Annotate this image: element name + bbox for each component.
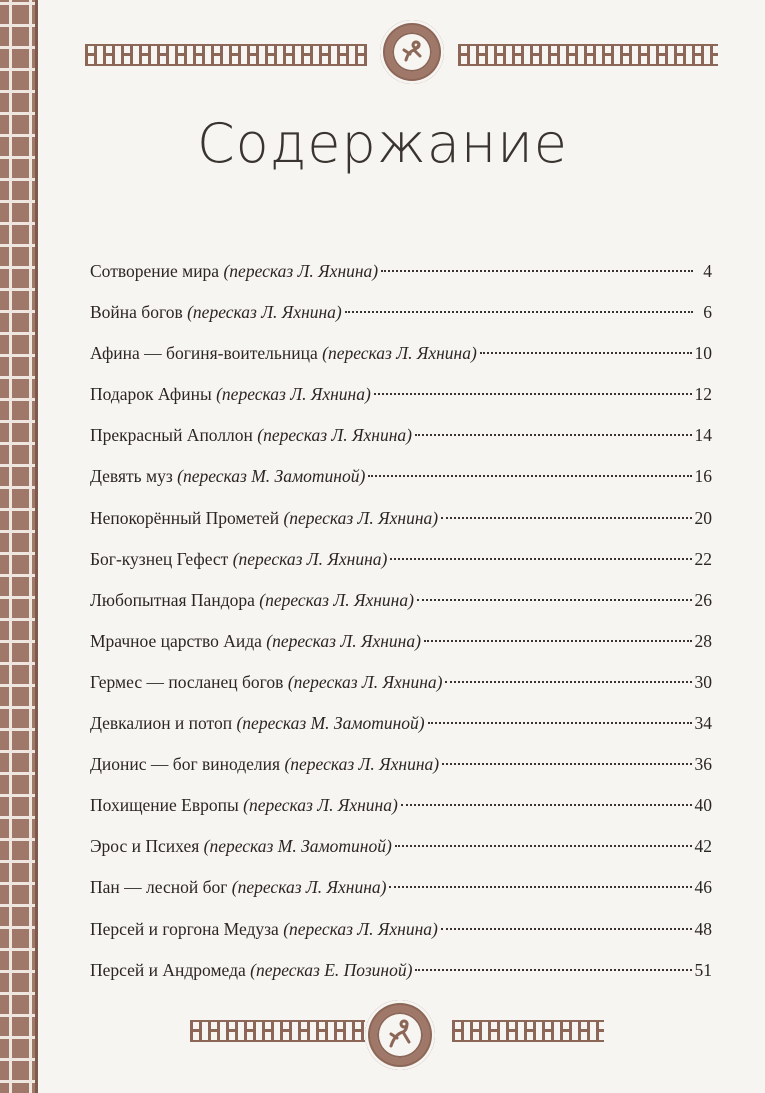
dot-leader — [442, 763, 691, 765]
dot-leader — [480, 352, 692, 354]
entry-credit: (пересказ Л. Яхнина) — [223, 261, 379, 281]
entry-title: Бог-кузнец Гефест — [90, 548, 229, 569]
entry-credit: (пересказ Л. Яхнина) — [287, 671, 443, 692]
entry-title: Эрос и Психея — [90, 836, 200, 857]
toc-entry[interactable] — [90, 955, 712, 996]
entry-title: Дионис — бог виноделия — [90, 754, 281, 775]
table-of-contents — [90, 256, 712, 996]
page-number: 12 — [694, 384, 712, 405]
toc-entry[interactable] — [90, 708, 712, 749]
meander-band-bottom-left — [190, 1020, 365, 1042]
toc-entry[interactable] — [90, 585, 712, 626]
entry-credit: (пересказ Л. Яхнина) — [259, 589, 414, 610]
toc-entry[interactable] — [90, 831, 712, 872]
dot-leader — [441, 928, 692, 930]
entry-credit: (пересказ М. Замотиной) — [236, 713, 425, 734]
dot-leader — [368, 475, 691, 477]
entry-credit: (пересказ М. Замотиной) — [203, 836, 392, 857]
entry-credit: (пересказ Л. Яхнина) — [283, 507, 439, 528]
entry-credit: (пересказ Л. Яхнина) — [232, 548, 388, 569]
entry-credit: (пересказ Л. Яхнина) — [231, 877, 387, 898]
page-number: 42 — [694, 836, 712, 857]
dot-leader — [441, 517, 691, 519]
toc-entry[interactable] — [90, 297, 712, 338]
toc-entry[interactable] — [90, 749, 712, 790]
dot-leader — [345, 311, 693, 313]
page-number: 48 — [694, 918, 712, 939]
page-number: 4 — [703, 261, 712, 281]
toc-entry[interactable] — [90, 914, 712, 955]
toc-entry[interactable] — [90, 379, 712, 420]
page-number: 40 — [694, 795, 712, 816]
dot-leader — [390, 558, 691, 560]
page-number: 30 — [694, 671, 712, 692]
toc-entry[interactable] — [90, 420, 712, 461]
page-number: 36 — [694, 754, 712, 775]
entry-credit: (пересказ Л. Яхнина) — [243, 795, 398, 816]
entry-title: Персей и Андромеда — [90, 959, 246, 980]
dot-leader — [415, 434, 692, 436]
dot-leader — [415, 969, 691, 971]
entry-credit: (пересказ Е. Позиной) — [250, 959, 413, 980]
entry-credit: (пересказ Л. Яхнина) — [216, 384, 371, 405]
page-number: 26 — [694, 589, 712, 610]
dot-leader — [395, 845, 692, 847]
top-medallion-icon — [380, 20, 444, 84]
toc-entry[interactable] — [90, 667, 712, 708]
entry-title: Мрачное царство Аида — [90, 630, 262, 651]
page-number: 14 — [694, 425, 712, 446]
toc-entry[interactable] — [90, 790, 712, 831]
entry-title: Пан — лесной бог — [90, 877, 228, 898]
entry-title: Прекрасный Аполлон — [90, 425, 253, 446]
toc-entry[interactable] — [90, 338, 712, 379]
entry-title: Любопытная Пандора — [90, 589, 255, 610]
page-number: 51 — [694, 959, 712, 980]
entry-credit: (пересказ Л. Яхнина) — [284, 754, 440, 775]
entry-title: Персей и горгона Медуза — [90, 918, 279, 939]
meander-band-top-right — [458, 44, 718, 66]
toc-entry[interactable] — [90, 626, 712, 667]
entry-credit: (пересказ Л. Яхнина) — [283, 918, 438, 939]
bottom-medallion-icon — [365, 1000, 435, 1070]
entry-title: Сотворение мира — [90, 261, 220, 281]
dot-leader — [424, 640, 692, 642]
toc-entry[interactable] — [90, 872, 712, 913]
page-number: 46 — [694, 877, 712, 898]
dot-leader — [374, 393, 692, 395]
entry-title: Девкалион и потоп — [90, 713, 233, 734]
page-number: 34 — [694, 713, 712, 734]
page-number: 28 — [694, 630, 712, 651]
dot-leader — [389, 886, 691, 888]
entry-credit: (пересказ Л. Яхнина) — [187, 302, 342, 323]
meander-band-bottom-right — [452, 1020, 604, 1042]
dot-leader — [428, 722, 692, 724]
toc-entry[interactable] — [90, 256, 712, 297]
entry-title: Похищение Европы — [90, 795, 239, 816]
entry-title: Девять муз — [90, 466, 173, 487]
toc-entry[interactable] — [90, 461, 712, 502]
page-number: 10 — [694, 343, 712, 364]
entry-title: Непокорённый Прометей — [90, 507, 280, 528]
page-number: 20 — [694, 507, 712, 528]
entry-credit: (пересказ Л. Яхнина) — [322, 343, 477, 364]
page-title: Содержание — [196, 112, 569, 175]
entry-title: Война богов — [90, 302, 183, 323]
entry-title: Гермес — посланец богов — [90, 671, 284, 692]
page-number: 6 — [703, 302, 712, 323]
toc-entry[interactable] — [90, 544, 712, 585]
entry-credit: (пересказ Л. Яхнина) — [257, 425, 412, 446]
meander-band-top-left — [85, 44, 367, 66]
dot-leader — [401, 804, 692, 806]
dot-leader — [445, 681, 691, 683]
toc-entry[interactable] — [90, 503, 712, 544]
page-number: 22 — [694, 548, 712, 569]
entry-credit: (пересказ М. Замотиной) — [177, 466, 366, 487]
entry-title: Афина — богиня-воительница — [90, 343, 318, 364]
page-number: 16 — [694, 466, 712, 487]
dot-leader — [417, 599, 692, 601]
dot-leader — [381, 270, 693, 272]
entry-title: Подарок Афины — [90, 384, 212, 405]
entry-credit: (пересказ Л. Яхнина) — [266, 630, 421, 651]
